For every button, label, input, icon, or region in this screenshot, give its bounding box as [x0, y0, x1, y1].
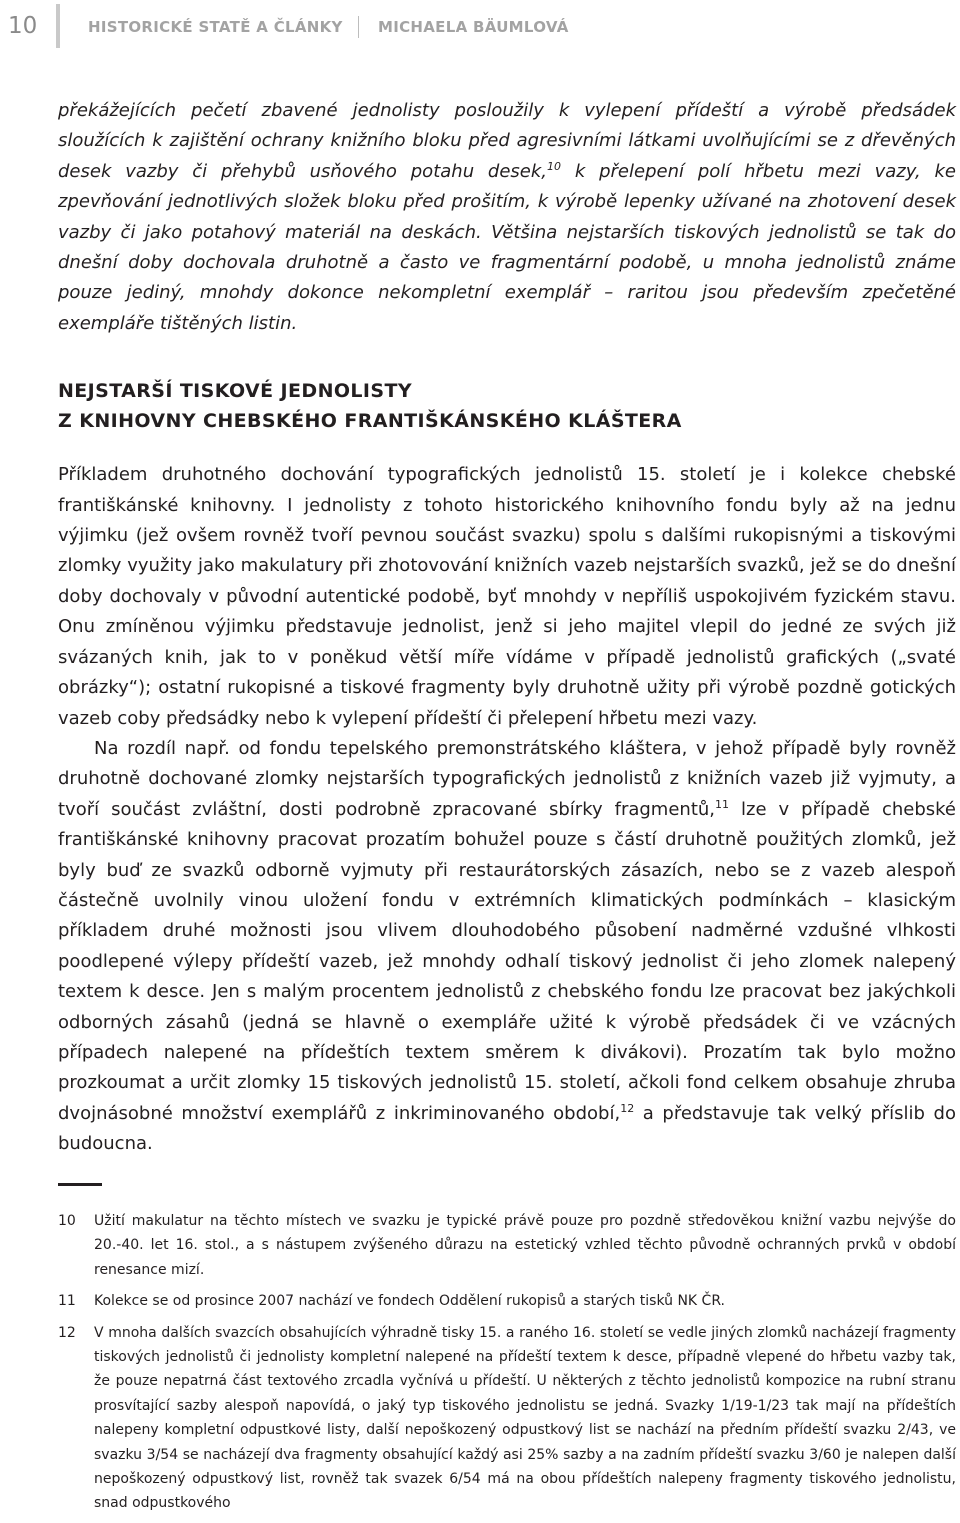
footnote-rule: [58, 1183, 102, 1186]
footnote: [58, 1289, 956, 1313]
section-heading-line-2: Z KNIHOVNY CHEBSKÉHO FRANTIŠKÁNSKÉHO KLÁŠTERA: [58, 410, 682, 433]
footnote-ref-10: 10: [547, 159, 562, 173]
body-paragraph-1: Příkladem druhotného dochování typografických jednolistů 15. století je i kolekce chebské františkánské knihovny. I jednolisty z tohoto historického knihovního fondu byly až na jednu výjimku (jež ovšem rovněž tvoří pevnou součást svazku) spolu s dalšími rukopisnými a tiskovými zlomky využity jako makulatury při zhotovování knižních vazeb nejstarších svazků, jež se do dnešní doby dochovaly v původní autentické podobě, byť mnohdy v nepříliš uspokojivém fyzickém stavu. Onu zmíněnou výjimku představuje jednolist, jenž si jeho majitel vlepil do jedné ze svých již svázaných knih, jak to v poněkud větší míře vídáme v případě jednolistů grafických („svaté obrázky“); ostatní rukopisné a tiskové fragmenty byly druhotně užity při výrobě pozdně gotických vazeb coby předsádky nebo k vylepení přídeští či přelepení hřbetu mezi vazy.: [58, 464, 956, 729]
footnotes: [58, 1209, 956, 1523]
body-text-part: a představuje tak velký příslib do budoucna.: [58, 1102, 956, 1155]
footnote: [58, 1321, 956, 1516]
page-number: 10: [8, 13, 38, 39]
intro-text-part: k přelepení polí hřbetu mezi vazy, ke zpevňování jednotlivých složek bloku před prošitím, k výrobě lepenky užívané na zhotovení desek vazby či jako potahový materiál na deskách. Většina nejstarších tiskových jednolistů se tak do dnešní doby dochovala druhotně a často ve fragmentární podobě, u mnoha jednolistů známe pouze jediný, mnohdy dokonce nekompletní exemplář – raritou jsou především zpečetěné exempláře tištěných listin.: [58, 160, 956, 334]
footnote-number: 12: [58, 1324, 76, 1341]
header-separator: [358, 16, 359, 38]
footnote-number: 11: [58, 1293, 76, 1310]
intro-paragraph: [58, 96, 956, 339]
main-text: [58, 96, 956, 1160]
footnote-text: V mnoha dalších svazcích obsahujících výhradně tisky 15. a raného 16. století se vedle jiných zlomků nacházejí fragmenty tiskových jednolistů či jednolisty kompletní nalepené na přídeští textem k desce, případně vlepené do hřbetu vazby tak, že pouze nepatrná část textového zrcadla vyčnívá u přídeští. U některých z těchto jednolistů kompozice na rubní stranu prosvítající sazby alespoň napovídá, o jaký typ tiskového jednolistu se jedná. Svazky 1/19-1/23 tak mají na přídeštích nalepeny kompletní odpustkové listy, další nepoškozený odpustkový list se nachází na předním přídeští svazku 2/43, ve svazku 3/54 se nacházejí dva fragmenty obsahující každý asi 25% sazby a na zadním přídeští svazku 3/60 je nalepen další nepoškozený odpustkový list, rovněž tak svazek 6/54 má na obou přídeštích nalepeny fragmenty tiskového jednolistu, snad odpustkového: [94, 1324, 956, 1512]
intro-text-part: překážejících pečetí zbavené jednolisty posloužily k vylepení přídeští a výrobě předsádek sloužících k zajištění ochrany knižního bloku před agresivními látkami uvolňujícími se z dřevěných desek vazby či přehybů usňového potahu desek,: [58, 100, 956, 182]
header-section-title: HISTORICKÉ STATĚ A ČLÁNKY: [88, 18, 343, 36]
body-paragraph-2: [58, 734, 956, 1160]
footnote-ref-12: 12: [620, 1101, 635, 1115]
footnote-text: Užití makulatur na těchto místech ve svazku je typické právě pouze pro pozdně středověkou knižní vazbu nejvýše do 20.-40. let 16. stol., a s nástupem zvýšeného důrazu na estetický vzhled těchto původně ochranných prvků v období renesance mizí.: [94, 1213, 956, 1278]
section-heading-line-1: NEJSTARŠÍ TISKOVÉ JEDNOLISTY: [58, 380, 412, 403]
body-text-part: Na rozdíl např. od fondu tepelského premonstrátského kláštera, v jehož případě byly rovněž druhotně dochované zlomky nejstarších typografických jednolistů z knižních vazeb již vyjmuty, a tvoří součást zvláštní, dosti podrobně zpracované sbírky fragmentů,: [58, 737, 956, 820]
header-divider-bar: [56, 4, 60, 48]
running-header: [0, 0, 960, 52]
section-heading: [58, 376, 956, 436]
body-text-part: lze v případě chebské františkánské knihovny pracovat prozatím bohužel pouze s částí druhotně použitých zlomků, jež byly buď ze svazků odborně vyjmuty při restaurátorských zásazích, nebo se z vazeb alespoň částečně uvolnily vinou uložení fondu v extrémních klimatických podmínkách – klasickým příkladem druhé možnosti jsou vlivem dlouhodobého působení nadměrné vzdušné vlhkosti poodlepené výlepy přídeští vazeb, jež mnohdy odhalí tiskový jednolist či jeho zlomek nalepený textem k desce. Jen s malým procentem jednolistů z chebského fondu lze pracovat bez jakýchkoli odborných zásahů (jedná se hlavně o exempláře užité k výrobě předsádek či ve vzácných případech nalepené na přídeštích textem směrem k divákovi). Prozatím tak bylo možno prozkoumat a určit zlomky 15 tiskových jednolistů 15. století, ačkoli fond celkem obsahuje zhruba dvojnásobné množství exemplářů z inkriminovaného období,: [58, 798, 956, 1124]
footnote-number: 10: [58, 1213, 76, 1229]
footnote-ref-11: 11: [715, 797, 730, 811]
header-author: MICHAELA BÄUMLOVÁ: [378, 18, 569, 36]
footnote-text: Kolekce se od prosince 2007 nachází ve fondech Oddělení rukopisů a starých tisků NK ČR.: [94, 1293, 726, 1310]
footnote: [58, 1209, 956, 1282]
